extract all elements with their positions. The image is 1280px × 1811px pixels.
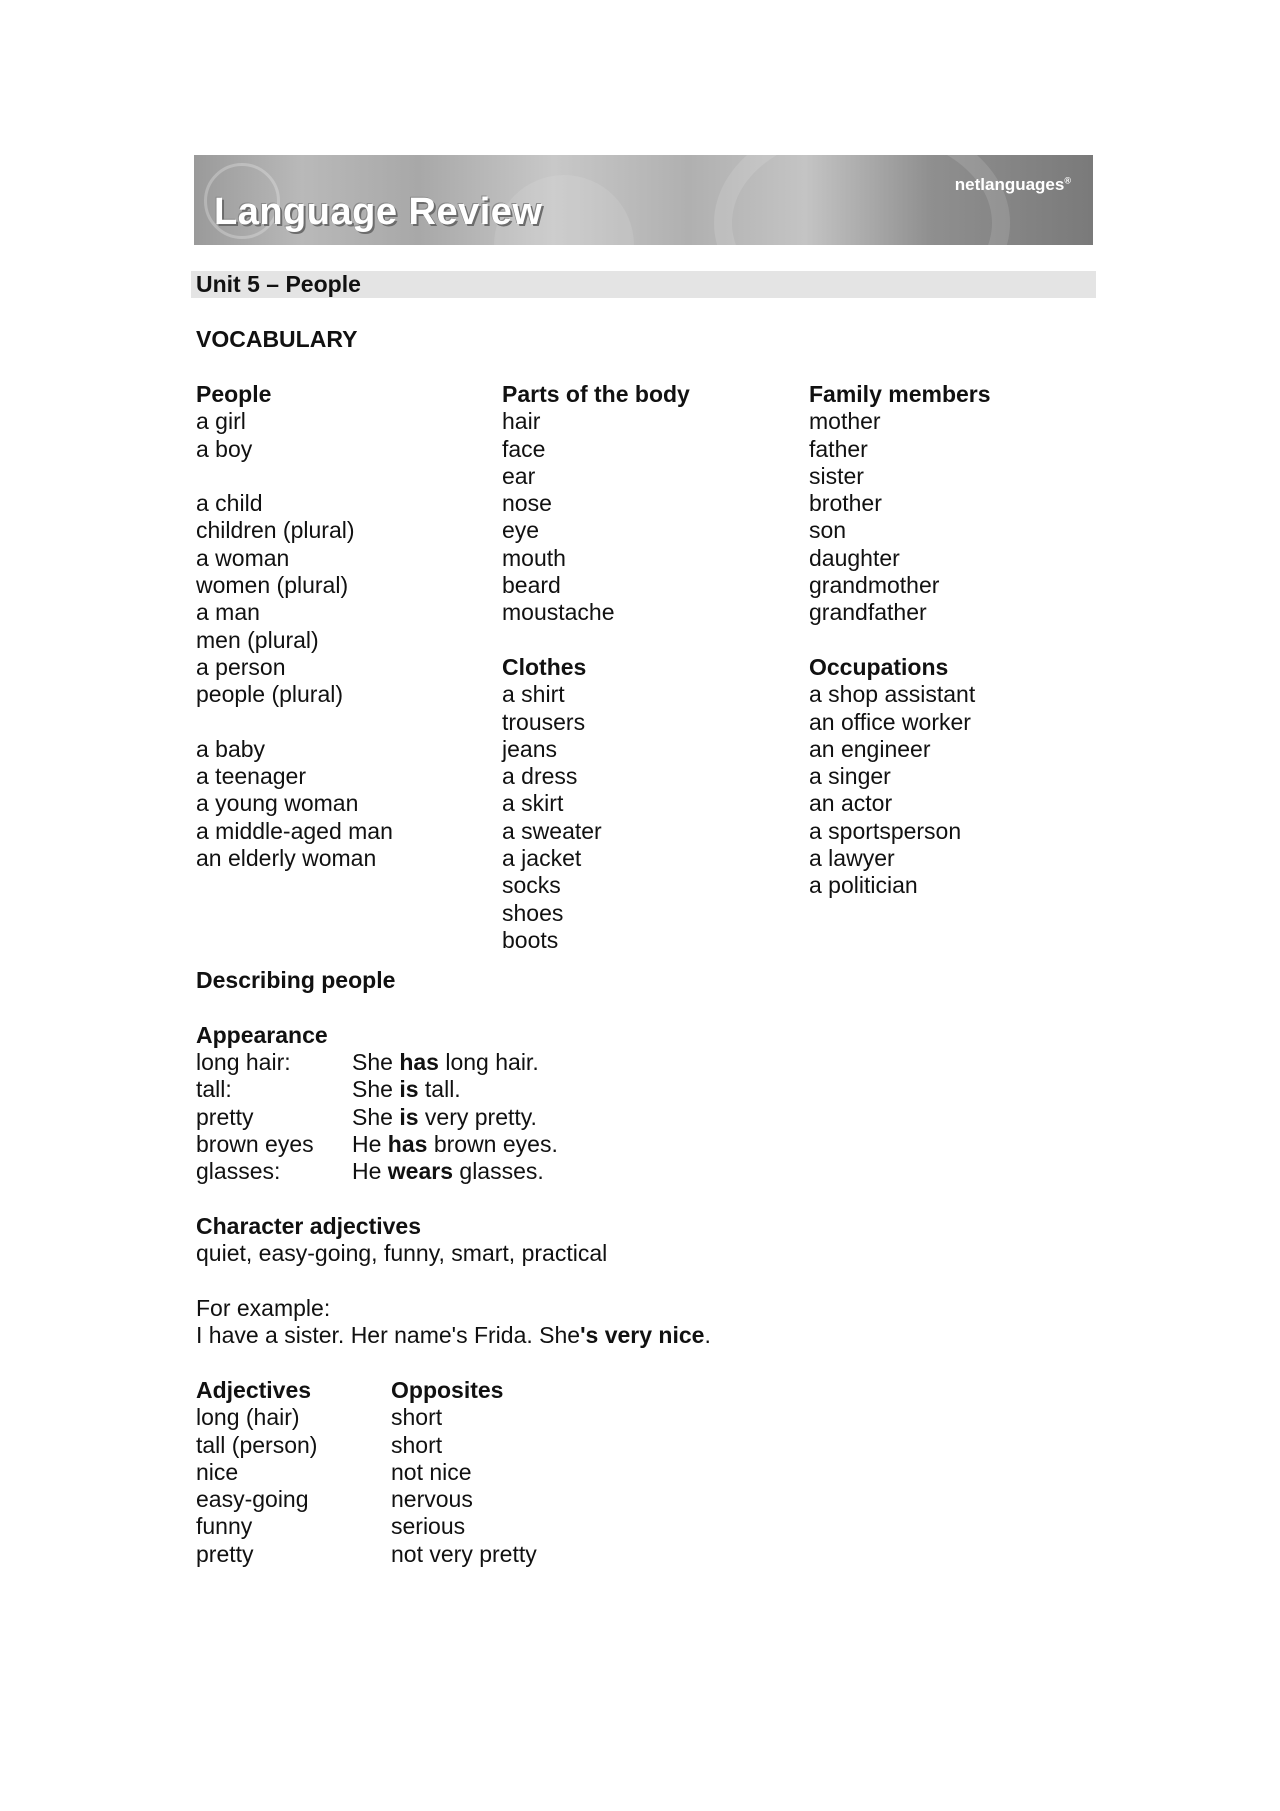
body-clothes-column bbox=[502, 381, 690, 954]
list-item: a lawyer bbox=[809, 845, 895, 872]
banner-decoration bbox=[714, 155, 1010, 245]
list-item: mother bbox=[809, 408, 881, 435]
clothes-heading: Clothes bbox=[502, 653, 587, 680]
adjective: easy-going bbox=[196, 1486, 309, 1513]
list-item: a woman bbox=[196, 544, 290, 571]
list-item: a girl bbox=[196, 408, 246, 435]
list-item: a teenager bbox=[196, 763, 306, 790]
list-item: an elderly woman bbox=[196, 845, 377, 872]
opposites-column bbox=[391, 1377, 537, 1568]
opposites-heading: Opposites bbox=[391, 1377, 504, 1403]
list-item: a child bbox=[196, 490, 263, 517]
appearance-label: tall: bbox=[196, 1076, 232, 1103]
list-item: a shirt bbox=[502, 681, 565, 708]
list-item: jeans bbox=[502, 735, 557, 762]
list-item: people (plural) bbox=[196, 681, 344, 708]
list-item: a dress bbox=[502, 763, 578, 790]
list-item: shoes bbox=[502, 899, 564, 926]
adjective: pretty bbox=[196, 1540, 254, 1567]
people-heading: People bbox=[196, 381, 272, 407]
section-title: VOCABULARY bbox=[196, 326, 358, 352]
appearance-examples bbox=[352, 1049, 558, 1185]
list-item: trousers bbox=[502, 708, 586, 735]
opposite: short bbox=[391, 1404, 443, 1431]
list-item: brother bbox=[809, 490, 882, 517]
list-item: beard bbox=[502, 572, 561, 599]
list-item: father bbox=[809, 435, 868, 462]
list-item: an engineer bbox=[809, 735, 931, 762]
adjective: tall (person) bbox=[196, 1431, 318, 1458]
list-item: an office worker bbox=[809, 708, 971, 735]
list-item: boots bbox=[502, 926, 559, 953]
list-item: a person bbox=[196, 653, 286, 680]
list-item: hair bbox=[502, 408, 541, 435]
list-item: nose bbox=[502, 490, 552, 517]
list-item: a jacket bbox=[502, 845, 582, 872]
list-item: a politician bbox=[809, 872, 918, 899]
list-item: son bbox=[809, 517, 847, 544]
list-item: a young woman bbox=[196, 790, 359, 817]
describing-heading: Describing people bbox=[196, 967, 396, 993]
character-list: quiet, easy-going, funny, smart, practical bbox=[196, 1240, 608, 1266]
list-item: a shop assistant bbox=[809, 681, 976, 708]
list-item: a man bbox=[196, 599, 260, 626]
list-item: socks bbox=[502, 872, 561, 899]
appearance-labels bbox=[196, 1049, 314, 1185]
occupations-heading: Occupations bbox=[809, 653, 949, 680]
unit-title: Unit 5 – People bbox=[191, 271, 1096, 298]
people-column bbox=[196, 381, 393, 872]
list-item: mouth bbox=[502, 544, 566, 571]
list-item: moustache bbox=[502, 599, 615, 626]
list-item: a baby bbox=[196, 735, 266, 762]
list-item: a sweater bbox=[502, 817, 602, 844]
list-item: men (plural) bbox=[196, 626, 319, 653]
list-item: eye bbox=[502, 517, 540, 544]
family-heading: Family members bbox=[809, 381, 991, 407]
list-item: daughter bbox=[809, 544, 900, 571]
banner-title: Language Review bbox=[214, 191, 543, 233]
body-parts-heading: Parts of the body bbox=[502, 381, 690, 407]
appearance-label: pretty bbox=[196, 1103, 254, 1130]
list-item: grandmother bbox=[809, 572, 940, 599]
header-banner bbox=[194, 155, 1093, 245]
opposite: not nice bbox=[391, 1458, 472, 1485]
adjective: nice bbox=[196, 1458, 239, 1485]
opposite: not very pretty bbox=[391, 1540, 537, 1567]
adjectives-heading: Adjectives bbox=[196, 1377, 312, 1403]
list-item: a middle-aged man bbox=[196, 817, 393, 844]
appearance-heading: Appearance bbox=[196, 1022, 328, 1048]
opposite: nervous bbox=[391, 1486, 473, 1513]
list-item: a singer bbox=[809, 763, 891, 790]
list-item: ear bbox=[502, 462, 536, 489]
appearance-example: She is very pretty. bbox=[352, 1103, 537, 1130]
appearance-label: long hair: bbox=[196, 1049, 291, 1075]
family-occupations-column bbox=[809, 381, 991, 900]
appearance-label: brown eyes bbox=[196, 1130, 314, 1157]
list-item: a skirt bbox=[502, 790, 564, 817]
appearance-example: He has brown eyes. bbox=[352, 1130, 558, 1157]
appearance-example: He wears glasses. bbox=[352, 1158, 544, 1185]
appearance-label: glasses: bbox=[196, 1158, 281, 1185]
appearance-example: She has long hair. bbox=[352, 1049, 539, 1075]
list-item: children (plural) bbox=[196, 517, 355, 544]
brand-logo: netlanguages® bbox=[954, 175, 1071, 194]
list-item: women (plural) bbox=[196, 572, 349, 599]
list-item: a boy bbox=[196, 435, 253, 462]
list-item: a sportsperson bbox=[809, 817, 962, 844]
list-item: grandfather bbox=[809, 599, 927, 626]
list-item: sister bbox=[809, 462, 864, 489]
opposite: short bbox=[391, 1431, 443, 1458]
appearance-example: She is tall. bbox=[352, 1076, 461, 1103]
character-heading: Character adjectives bbox=[196, 1213, 422, 1239]
adjective: long (hair) bbox=[196, 1404, 300, 1431]
example-intro: For example: bbox=[196, 1295, 331, 1321]
list-item: face bbox=[502, 435, 546, 462]
list-item: an actor bbox=[809, 790, 893, 817]
adjective: funny bbox=[196, 1513, 253, 1540]
opposite: serious bbox=[391, 1513, 466, 1540]
adjectives-column bbox=[196, 1377, 317, 1568]
example-sentence: I have a sister. Her name's Frida. She's very nice. bbox=[196, 1322, 711, 1348]
